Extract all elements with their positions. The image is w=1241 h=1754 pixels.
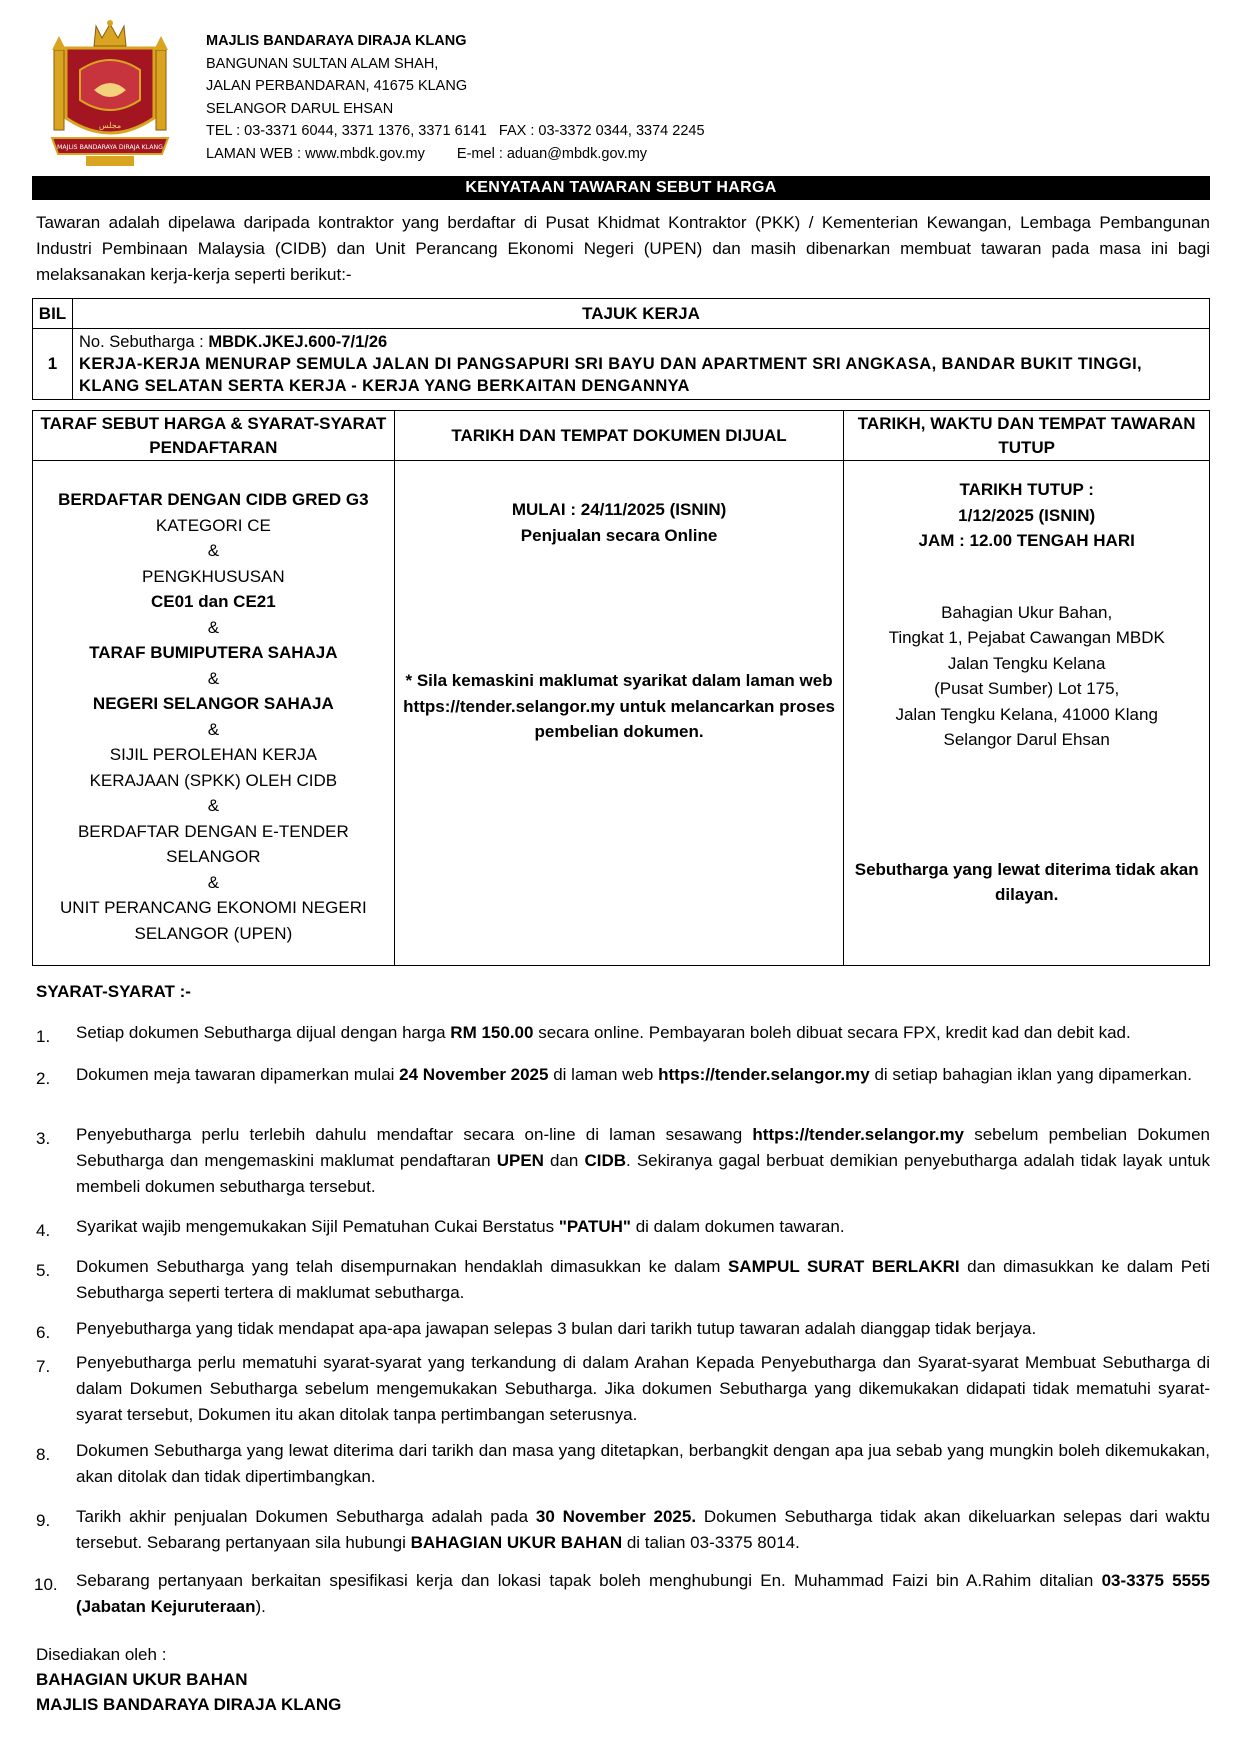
term-number: 3. [36, 1129, 51, 1148]
ampersand: & [207, 872, 220, 892]
table-row [33, 461, 1210, 966]
job-title: KERJA-KERJA MENURAP SEMULA JALAN DI PANGSAPURI SRI BAYU DAN APARTMENT SRI ANGKASA, BANDAR BUKIT TINGGI, KLANG SELATAN SERTA KERJA - KERJA YANG BERKAITAN DENGANNYA [79, 355, 1143, 395]
term-number: 5. [36, 1261, 51, 1280]
address-line-2: JALAN PERBANDARAN, 41675 KLANG [206, 78, 468, 94]
prepared-by-department: BAHAGIAN UKUR BAHAN [36, 1670, 248, 1689]
closing-address-1: Bahagian Ukur Bahan, [941, 602, 1113, 622]
req-upen: UNIT PERANCANG EKONOMI NEGERI SELANGOR (UPEN) [60, 898, 367, 943]
website: LAMAN WEB : www.mbdk.gov.my [206, 145, 425, 162]
header-tawaran-tutup: TARIKH, WAKTU DAN TEMPAT TAWARAN TUTUP [844, 411, 1210, 461]
header-taraf: TARAF SEBUT HARGA & SYARAT-SYARAT PENDAFTARAN [33, 411, 395, 461]
req-cidb-grade: BERDAFTAR DENGAN CIDB GRED G3 [58, 490, 369, 509]
address-line-3: SELANGOR DARUL EHSAN [206, 100, 394, 117]
header-bil: BIL [33, 299, 73, 329]
closing-details [844, 461, 1210, 966]
notice-title: KENYATAAN TAWARAN SEBUT HARGA [32, 176, 1210, 200]
list-item [36, 1438, 1210, 1490]
term-number: 8. [36, 1445, 51, 1464]
list-item [36, 1062, 1210, 1088]
row-bil: 1 [33, 329, 73, 400]
list-item [36, 1020, 1210, 1046]
closing-date: 1/12/2025 (ISNIN) [958, 505, 1096, 525]
logo-ribbon-text: MAJLIS BANDARAYA DIRAJA KLANG [57, 144, 163, 151]
term-text: Dokumen Sebutharga yang telah disempurnakan hendaklah dimasukkan ke dalam SAMPUL SURAT BERLAKRI dan dimasukkan ke dalam Peti Sebutharga seperti tertera di maklumat sebutharga. [76, 1257, 1210, 1302]
web-email-line [206, 143, 705, 166]
ref-value: MBDK.JKEJ.600-7/1/26 [208, 333, 388, 351]
mbdk-crest-logo [50, 20, 170, 168]
closing-address-3: Jalan Tengku Kelana [947, 653, 1106, 673]
sale-online: Penjualan secara Online [520, 525, 718, 545]
req-category: KATEGORI CE [155, 515, 271, 535]
req-etender: BERDAFTAR DENGAN E-TENDER SELANGOR [77, 821, 349, 866]
prepared-by-block [36, 1642, 341, 1717]
req-codes: CE01 dan CE21 [150, 592, 276, 611]
ampersand: & [207, 796, 220, 815]
table-row [33, 329, 1210, 400]
closing-label: TARIKH TUTUP : [959, 480, 1094, 499]
closing-time: JAM : 12.00 TENGAH HARI [918, 531, 1135, 550]
list-item [36, 1316, 1210, 1342]
email: E-mel : aduan@mbdk.gov.my [456, 145, 648, 162]
term-text: Dokumen Sebutharga yang lewat diterima dari tarikh dan masa yang ditetapkan, berbangkit dengan apa jua sebab yang mungkin boleh dikemukakan, akan ditolak dan tidak dipertimbangkan. [76, 1441, 1210, 1486]
term-number: 7. [36, 1357, 51, 1376]
ampersand: & [207, 719, 220, 739]
term-number: 1. [36, 1027, 51, 1046]
closing-address-5: Jalan Tengku Kelana, 41000 Klang [895, 704, 1158, 724]
header-tajuk-kerja: TAJUK KERJA [73, 299, 1210, 329]
list-item [36, 1350, 1210, 1428]
sale-details [394, 461, 844, 966]
list-item [36, 1254, 1210, 1306]
ampersand: & [207, 541, 220, 560]
prepared-by-organisation: MAJLIS BANDARAYA DIRAJA KLANG [36, 1695, 342, 1714]
list-item [36, 1214, 1210, 1240]
ampersand: & [207, 617, 220, 637]
header-dokumen-dijual: TARIKH DAN TEMPAT DOKUMEN DIJUAL [394, 411, 844, 461]
address-line-1: BANGUNAN SULTAN ALAM SHAH, [206, 55, 439, 72]
req-specialisation: PENGKHUSUSAN [142, 566, 285, 586]
row-content [73, 329, 1210, 400]
closing-address-2: Tingkat 1, Pejabat Cawangan MBDK [888, 628, 1165, 647]
term-text: Penyebutharga perlu mematuhi syarat-syarat yang terkandung di dalam Arahan Kepada Penyebutharga dan Syarat-syarat Membuat Sebutharga di dalam Dokumen Sebutharga sebelum mengemukakan Sebutharga. Jika dokumen Sebutharga yang dikemukakan didapati tidak mematuhi syarat-syarat tersebut, Dokumen itu akan ditolak tanpa pertimbangan seterusnya. [76, 1353, 1210, 1424]
term-text: Penyebutharga perlu terlebih dahulu mendaftar secara on-line di laman sesawang https://tender.selangor.my sebelum pembelian Dokumen Sebutharga dan mengemaskini maklumat pendaftaran UPEN dan CIDB. Sekiranya gagal berbuat demikian penyebutharga adalah tidak layak untuk membeli dokumen sebutharga tersebut. [76, 1125, 1211, 1196]
org-contact-block [206, 30, 705, 165]
term-text: Tarikh akhir penjualan Dokumen Sebutharga adalah pada 30 November 2025. Dokumen Sebutharga tidak akan dikeluarkan selepas dari waktu tersebut. Sebarang pertanyaan sila hubungi BAHAGIAN UKUR BAHAN di talian 03-3375 8014. [76, 1507, 1211, 1552]
registration-requirements [33, 461, 395, 966]
list-item [36, 1568, 1210, 1620]
svg-text:ﻣﺠﻠﺲ: ﻣﺠﻠﺲ [98, 121, 122, 130]
late-submission-note: Sebutharga yang lewat diterima tidak akan dilayan. [854, 859, 1199, 904]
term-number: 10. [34, 1575, 58, 1594]
term-number: 6. [36, 1323, 51, 1342]
prepared-by-label: Disediakan oleh : [36, 1645, 167, 1664]
table-header-row [33, 411, 1210, 461]
job-title-table [32, 298, 1210, 400]
closing-address-4: (Pusat Sumber) Lot 175, [934, 679, 1120, 698]
ampersand: & [207, 668, 220, 688]
term-text: Setiap dokumen Sebutharga dijual dengan harga RM 150.00 secara online. Pembayaran boleh dibuat secara FPX, kredit kad dan debit kad. [76, 1023, 1131, 1042]
sale-start-date: MULAI : 24/11/2025 (ISNIN) [511, 500, 727, 519]
org-name: MAJLIS BANDARAYA DIRAJA KLANG [206, 33, 467, 49]
update-company-note: * Sila kemaskini maklumat syarikat dalam laman web https://tender.selangor.my untuk melancarkan proses pembelian dokumen. [403, 671, 835, 741]
term-text: Syarikat wajib mengemukakan Sijil Pematuhan Cukai Berstatus "PATUH" di dalam dokumen tawaran. [76, 1217, 845, 1236]
term-text: Dokumen meja tawaran dipamerkan mulai 24 November 2025 di laman web https://tender.selangor.my di setiap bahagian iklan yang dipamerkan. [76, 1065, 1192, 1084]
term-number: 2. [36, 1069, 51, 1088]
letterhead [50, 20, 1200, 170]
quotation-ref [79, 331, 1201, 353]
req-bumiputera: TARAF BUMIPUTERA SAHAJA [89, 643, 338, 662]
ref-label: No. Sebutharga : [79, 333, 209, 351]
closing-address-6: Selangor Darul Ehsan [943, 730, 1110, 749]
table-header-row [33, 299, 1210, 329]
term-text: Penyebutharga yang tidak mendapat apa-apa jawapan selepas 3 bulan dari tarikh tutup tawaran adalah dianggap tidak berjaya. [76, 1319, 1037, 1338]
intro-paragraph: Tawaran adalah dipelawa daripada kontraktor yang berdaftar di Pusat Khidmat Kontraktor (PKK) / Kementerian Kewangan, Lembaga Pembangunan Industri Pembinaan Malaysia (CIDB) dan Unit Perancang Ekonomi Negeri (UPEN) dan masih dibenarkan membuat tawaran pada masa ini bagi melaksanakan kerja-kerja seperti berikut:- [36, 213, 1210, 284]
req-spkk: SIJIL PEROLEHAN KERJA KERAJAAN (SPKK) OLEH CIDB [89, 745, 338, 790]
req-selangor: NEGERI SELANGOR SAHAJA [92, 694, 334, 713]
list-item [36, 1122, 1210, 1200]
term-number: 9. [36, 1511, 51, 1530]
list-item [36, 1504, 1210, 1556]
terms-heading: SYARAT-SYARAT :- [36, 982, 191, 1001]
contact-line: TEL : 03-3371 6044, 3371 1376, 3371 6141 FAX : 03-3372 0344, 3374 2245 [206, 123, 705, 139]
term-number: 4. [36, 1221, 51, 1240]
term-text: Sebarang pertanyaan berkaitan spesifikasi kerja dan lokasi tapak boleh menghubungi En. Muhammad Faizi bin A.Rahim ditalian 03-3375 5555 (Jabatan Kejuruteraan). [76, 1571, 1210, 1616]
details-table [32, 410, 1210, 966]
